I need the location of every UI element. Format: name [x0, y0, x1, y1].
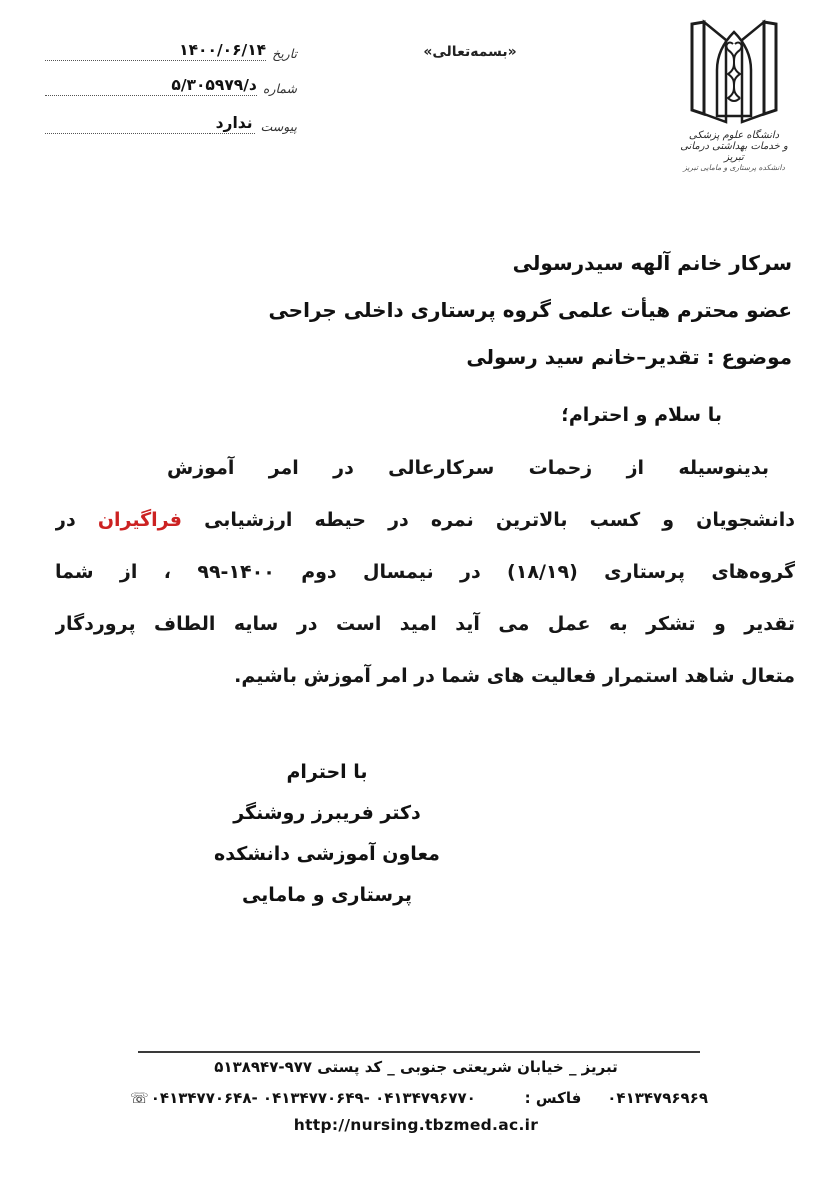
footer-website-url: http://nursing.tbzmed.ac.ir	[293, 1116, 539, 1134]
body-line-5-text: متعال شاهد استمرار فعالیت های شما در امر آموزش باشیم.	[234, 665, 795, 687]
body-line-1	[55, 442, 795, 494]
number-value: ۵/د/۳۰۵۹۷۹	[45, 76, 257, 96]
body-line-5	[55, 650, 795, 702]
signature-block	[192, 752, 462, 916]
attachment-value: ندارد	[210, 114, 255, 134]
body-line-3-text: گروه‌های پرستاری (۱۸/۱۹) در نیمسال دوم ۱۴۰۰-۹۹ ، از شما	[55, 561, 795, 583]
recipient-name: سرکار خانم آلهه سیدرسولی	[512, 251, 792, 275]
university-logo	[672, 10, 796, 182]
letterhead-meta-block	[45, 26, 297, 134]
fax-label: فاکس :	[524, 1089, 582, 1107]
fax-numbers: ۰۴۱۳۴۷۷۰۶۴۸- ۰۴۱۳۴۷۷۰۶۴۹- ۰۴۱۳۴۷۹۶۷۷۰	[150, 1089, 476, 1107]
number-row	[45, 61, 297, 96]
date-row	[45, 26, 297, 61]
body-line-4-text: تقدیر و تشکر به عمل می آید امید است در سایه الطاف پروردگار	[55, 613, 795, 635]
bismillah-text: «بسمه‌تعالی»	[423, 44, 517, 60]
signatory-name: دکتر فریبرز روشنگر	[233, 802, 421, 824]
logo-caption-line2: و خدمات بهداشتی درمانی تبریز	[680, 141, 788, 163]
fax-icon: ☏	[130, 1089, 149, 1107]
body-line-2	[55, 494, 795, 546]
body-line-4	[55, 598, 795, 650]
recipient-block	[268, 240, 792, 381]
attachment-label: پیوست	[260, 119, 297, 134]
logo-caption-line3: دانشکده پرستاری و مامایی تبریز	[683, 163, 785, 172]
body-line-3	[55, 546, 795, 598]
signatory-title-1: معاون آموزشی دانشکده	[214, 843, 440, 865]
signatory-title-2: پرستاری و مامایی	[241, 884, 413, 906]
footer-divider	[138, 1051, 700, 1053]
body-line-1-text: بدینوسیله از زحمات سرکارعالی در امر آموزش	[167, 457, 769, 479]
logo-caption-line1: دانشگاه علوم پزشکی	[688, 130, 780, 141]
footer-phone-row	[130, 1089, 708, 1107]
signature-respect: با احترام	[286, 761, 368, 783]
date-value: ۱۴۰۰/۰۶/۱۴	[45, 41, 266, 61]
attachment-row	[45, 99, 297, 134]
recipient-title: عضو محترم هیأت علمی گروه پرستاری داخلی جراحی	[268, 298, 792, 322]
phone-number: ۰۴۱۳۴۷۹۶۹۶۹	[607, 1089, 708, 1107]
letter-body	[55, 442, 795, 702]
date-label: تاریخ	[272, 46, 297, 61]
highlighted-word: فراگیران	[97, 509, 182, 531]
footer-address: تبریز _ خیابان شریعتی جنوبی _ کد پستی ۹۷۷-۵۱۳۸۹۴۷	[214, 1058, 618, 1076]
number-label: شماره	[262, 81, 297, 96]
salutation: با سلام و احترام؛	[561, 404, 722, 426]
subject-line: موضوع : تقدیر–خانم سید رسولی	[466, 345, 792, 369]
body-line-2-tail: در	[55, 509, 98, 531]
body-line-2-text: دانشجویان و کسب بالاترین نمره در حیطه ارزشیابی	[181, 509, 795, 531]
attachment-dotted-line	[45, 132, 210, 134]
